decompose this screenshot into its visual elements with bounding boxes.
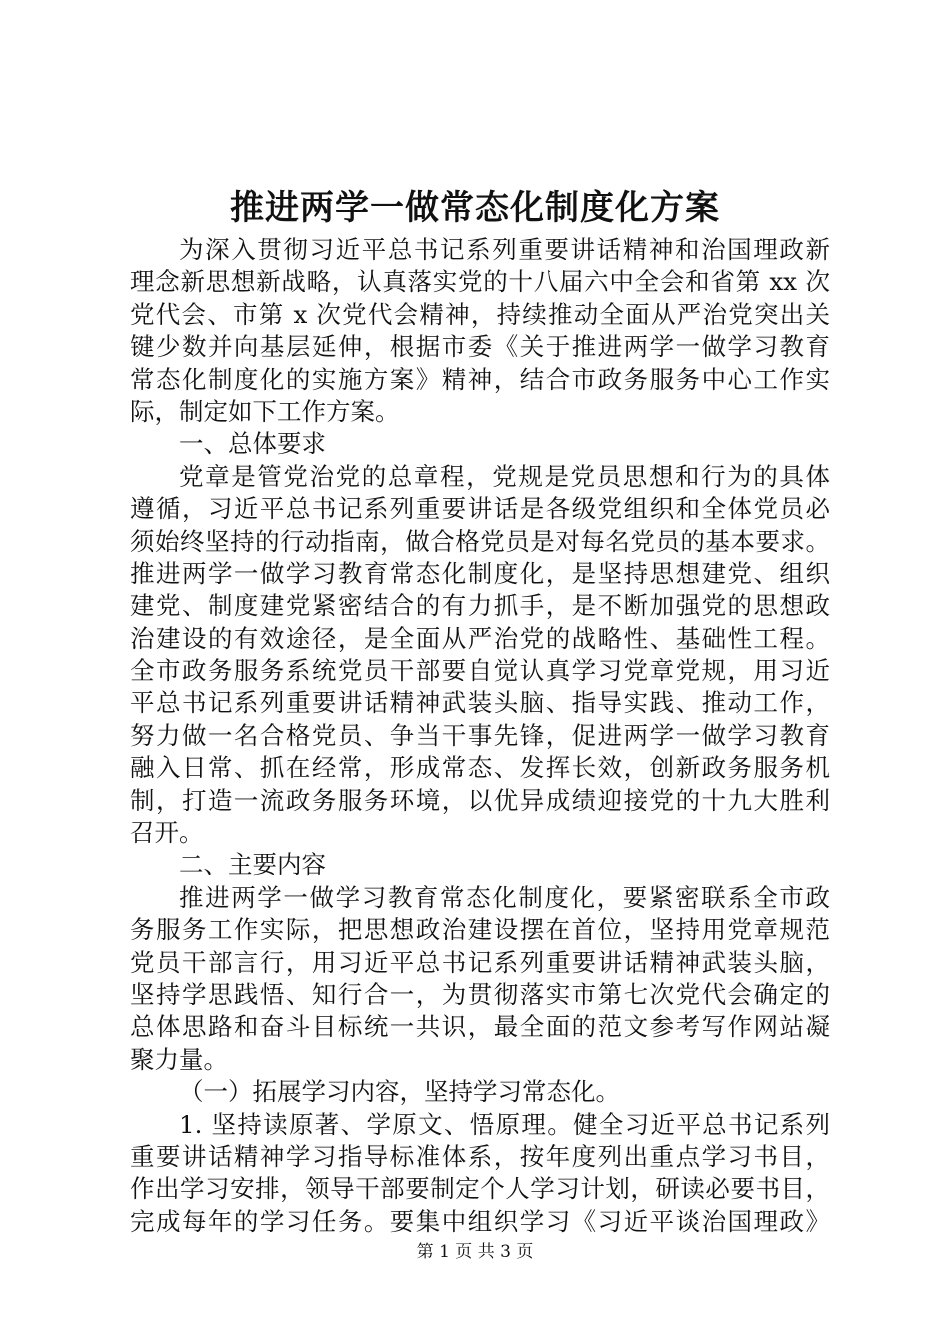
body-line-21: 推进两学一做学习教育常态化制度化，要紧密联系全市政 bbox=[179, 882, 830, 912]
section-heading-1: 一、总体要求 bbox=[179, 429, 326, 459]
body-line-23: 党员干部言行，用习近平总书记系列重要讲话精神武装头脑， bbox=[130, 947, 830, 977]
page-footer: 第 1 页 共 3 页 bbox=[416, 1242, 534, 1262]
body-line-26: 聚力量。 bbox=[130, 1044, 228, 1074]
body-line-12: 建党、制度建党紧密结合的有力抓手，是不断加强党的思想政 bbox=[130, 591, 830, 621]
body-line-11: 推进两学一做学习教育常态化制度化，是坚持思想建党、组织 bbox=[130, 558, 830, 588]
body-line-30: 作出学习安排，领导干部要制定个人学习计划，研读必要书目， bbox=[130, 1174, 830, 1204]
body-line-6: 际，制定如下工作方案。 bbox=[130, 396, 400, 426]
body-line-31: 完成每年的学习任务。要集中组织学习《习近平谈治国理政》 bbox=[130, 1206, 830, 1236]
body-line-10: 须始终坚持的行动指南，做合格党员是对每名党员的基本要求。 bbox=[130, 526, 830, 556]
body-line-28: 1. 坚持读原著、学原文、悟原理。健全习近平总书记系列 bbox=[179, 1109, 830, 1139]
body-line-25: 总体思路和奋斗目标统一共识，最全面的范文参考写作网站凝 bbox=[130, 1012, 830, 1042]
body-line-13: 治建设的有效途径，是全面从严治党的战略性、基础性工程。 bbox=[130, 623, 830, 653]
subsection-heading-1: （一）拓展学习内容，坚持学习常态化。 bbox=[179, 1077, 620, 1107]
body-line-4: 键少数并向基层延伸，根据市委《关于推进两学一做学习教育 bbox=[130, 332, 830, 362]
document-title: 推进两学一做常态化制度化方案 bbox=[230, 188, 720, 228]
body-line-18: 制，打造一流政务服务环境，以优异成绩迎接党的十九大胜利 bbox=[130, 785, 830, 815]
body-line-9: 遵循，习近平总书记系列重要讲话是各级党组织和全体党员必 bbox=[130, 494, 830, 524]
body-line-17: 融入日常、抓在经常，形成常态、发挥长效，创新政务服务机 bbox=[130, 753, 830, 783]
body-line-19: 召开。 bbox=[130, 818, 204, 848]
body-line-16: 努力做一名合格党员、争当干事先锋，促进两学一做学习教育 bbox=[130, 720, 830, 750]
body-line-22: 务服务工作实际，把思想政治建设摆在首位，坚持用党章规范 bbox=[130, 915, 830, 945]
body-line-1: 为深入贯彻习近平总书记系列重要讲话精神和治国理政新 bbox=[179, 235, 830, 264]
body-line-3: 党代会、市第 x 次党代会精神，持续推动全面从严治党突出关 bbox=[130, 299, 830, 329]
body-line-14: 全市政务服务系统党员干部要自觉认真学习党章党规，用习近 bbox=[130, 656, 830, 686]
body-line-5: 常态化制度化的实施方案》精神，结合市政务服务中心工作实 bbox=[130, 364, 830, 394]
body-line-15: 平总书记系列重要讲话精神武装头脑、指导实践、推动工作， bbox=[130, 688, 830, 718]
body-line-29: 重要讲话精神学习指导标准体系，按年度列出重点学习书目， bbox=[130, 1141, 830, 1171]
section-heading-2: 二、主要内容 bbox=[179, 850, 326, 880]
document-body bbox=[130, 234, 830, 1238]
body-line-2: 理念新思想新战略，认真落实党的十八届六中全会和省第 xx 次 bbox=[130, 267, 830, 297]
body-line-8: 党章是管党治党的总章程，党规是党员思想和行为的具体 bbox=[179, 461, 830, 491]
body-line-24: 坚持学思践悟、知行合一，为贯彻落实市第七次党代会确定的 bbox=[130, 979, 830, 1009]
